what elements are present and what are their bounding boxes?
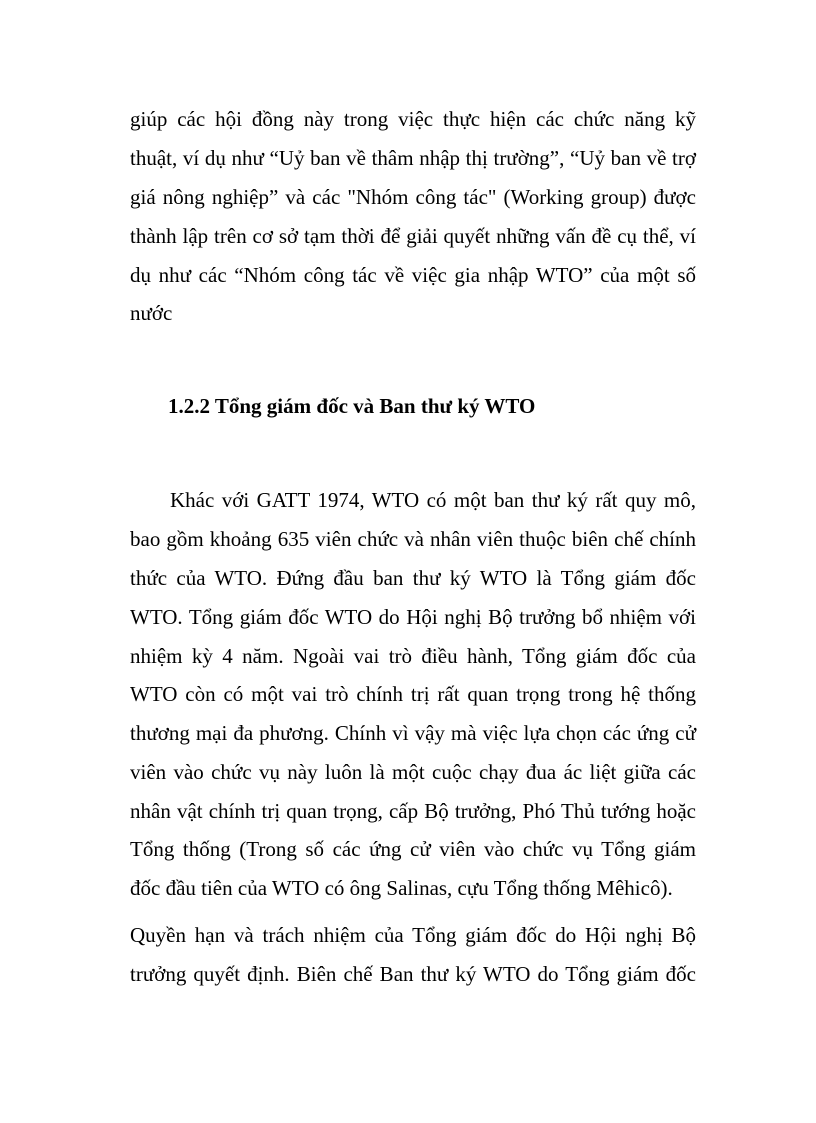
section-heading: 1.2.2 Tổng giám đốc và Ban thư ký WTO <box>168 394 536 418</box>
paragraph-2-line-7: thương mại đa phương. Chính vì vậy mà việc lựa chọn các ứng cử <box>130 721 696 745</box>
paragraph-2-line-5: nhiệm kỳ 4 năm. Ngoài vai trò điều hành, Tổng giám đốc của <box>130 644 696 668</box>
paragraph-2-line-3: thức của WTO. Đứng đầu ban thư ký WTO là Tổng giám đốc <box>130 566 696 590</box>
paragraph-2-line-1: Khác với GATT 1974, WTO có một ban thư ký rất quy mô, <box>170 488 696 512</box>
paragraph-1-line-3: giá nông nghiệp” và các "Nhóm công tác" (Working group) được <box>130 185 696 209</box>
paragraph-2-line-8: viên vào chức vụ này luôn là một cuộc chạy đua ác liệt giữa các <box>130 760 696 784</box>
paragraph-1-line-2: thuật, ví dụ như “Uỷ ban về thâm nhập thị trường”, “Uỷ ban về trợ <box>130 146 696 170</box>
paragraph-3-line-2: trưởng quyết định. Biên chế Ban thư ký WTO do Tổng giám đốc <box>130 962 696 986</box>
paragraph-2-line-6: WTO còn có một vai trò chính trị rất quan trọng trong hệ thống <box>130 682 696 706</box>
paragraph-1-line-6: nước <box>130 301 173 325</box>
paragraph-2-line-10: Tổng thống (Trong số các ứng cử viên vào chức vụ Tổng giám <box>130 837 696 861</box>
paragraph-1-line-1: giúp các hội đồng này trong việc thực hiện các chức năng kỹ <box>130 107 696 131</box>
paragraph-2-line-4: WTO. Tổng giám đốc WTO do Hội nghị Bộ trưởng bổ nhiệm với <box>130 605 696 629</box>
paragraph-2-line-9: nhân vật chính trị quan trọng, cấp Bộ trưởng, Phó Thủ tướng hoặc <box>130 799 696 823</box>
paragraph-2-line-2: bao gồm khoảng 635 viên chức và nhân viên thuộc biên chế chính <box>130 527 696 551</box>
paragraph-3-line-1: Quyền hạn và trách nhiệm của Tổng giám đốc do Hội nghị Bộ <box>130 923 696 947</box>
paragraph-1-line-4: thành lập trên cơ sở tạm thời để giải quyết những vấn đề cụ thể, ví <box>130 224 696 248</box>
paragraph-2-line-11: đốc đầu tiên của WTO có ông Salinas, cựu Tổng thống Mêhicô). <box>130 876 673 900</box>
paragraph-1-line-5: dụ như các “Nhóm công tác về việc gia nhập WTO” của một số <box>130 263 696 287</box>
